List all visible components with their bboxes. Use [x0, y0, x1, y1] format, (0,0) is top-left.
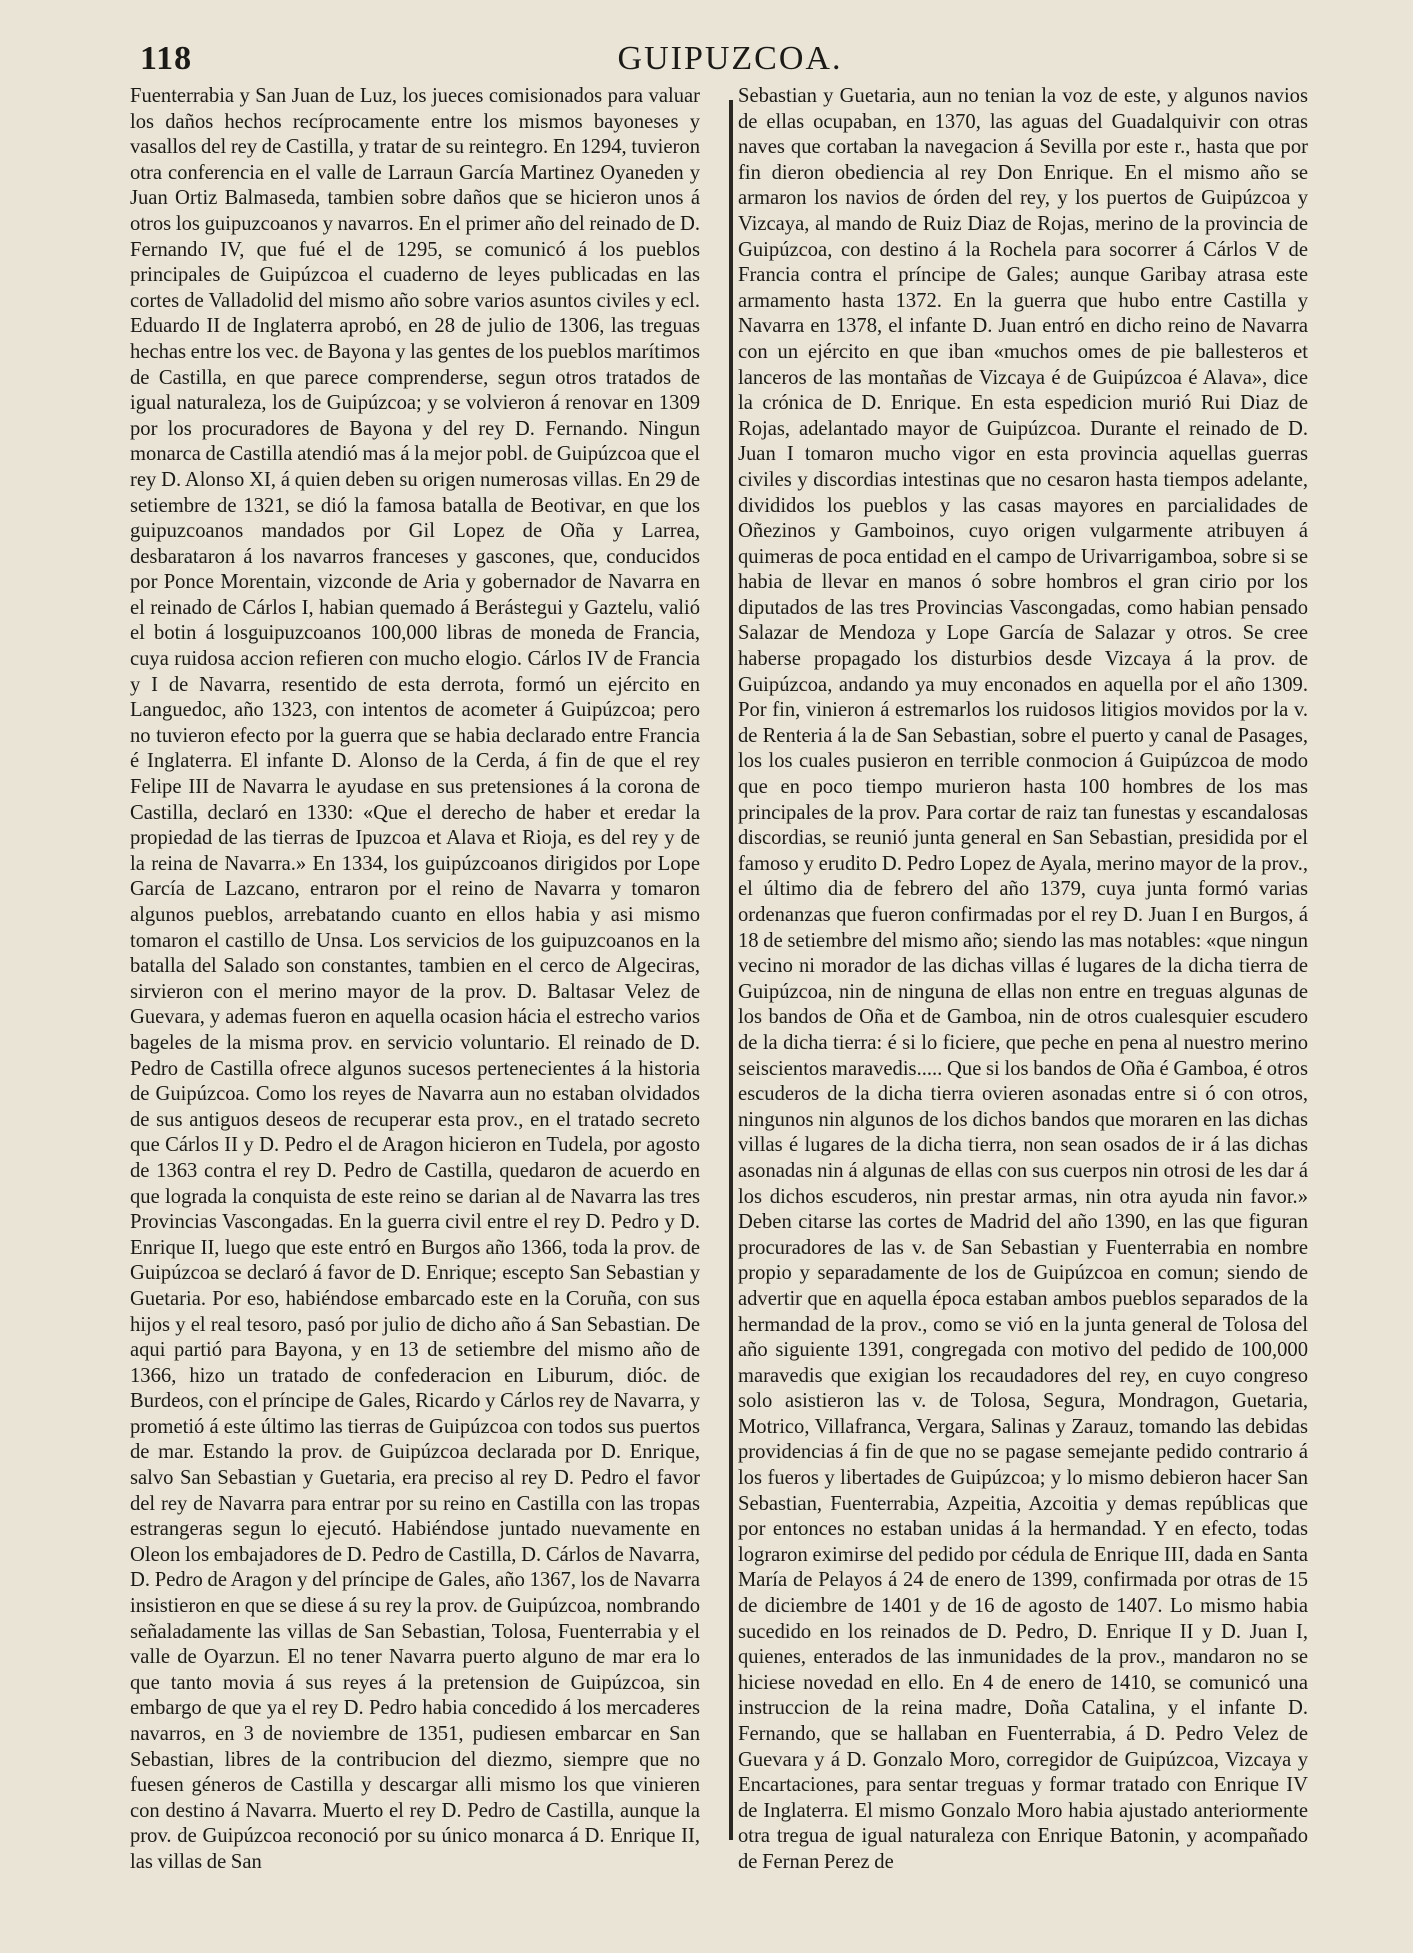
- left-column: [130, 84, 700, 1934]
- page-header: [140, 40, 1320, 86]
- column-divider: [729, 100, 733, 1840]
- page-number: 118: [140, 40, 193, 77]
- right-column-text: Sebastian y Guetaria, aun no tenian la voz de este, y algunos navios de ellas ocupaban, en 1370, las aguas del Guadalquivir con otras naves que cortaban la navegacion á Sevilla por este r., hasta que por fin dieron obediencia al rey Don Enrique. En el mismo año se armaron los navios de órden del rey, y los puertos de Guipúzcoa y Vizcaya, al mando de Ruiz Diaz de Rojas, merino de la provincia de Guipúzcoa, con destino á la Rochela para socorrer á Cárlos V de Francia contra el príncipe de Gales; aunque Garibay atrasa este armamento hasta 1372. En la guerra que hubo entre Castilla y Navarra en 1378, el infante D. Juan entró en dicho reino de Navarra con un ejército en que iban «muchos omes de pie ballesteros et lanceros de las montañas de Vizcaya é de Guipúzcoa é Alava», dice la crónica de D. Enrique. En esta espedicion murió Rui Diaz de Rojas, adelantado mayor de Guipúzcoa. Durante el reinado de D. Juan I tomaron mucho vigor en esta provincia aquellas guerras civiles y discordias intestinas que no cesaron hasta tiempos adelante, divididos los pueblos y las casas mayores en parcialidades de Oñezinos y Gamboinos, cuyo origen vulgarmente atribuyen á quimeras de poca entidad en el campo de Urivarrigamboa, sobre si se habia de llevar en manos ó sobre hombros el gran cirio por los diputados de las tres Provincias Vascongadas, como habian pensado Salazar de Mendoza y Lope García de Salazar y otros. Se cree haberse propagado los disturbios desde Vizcaya á la prov. de Guipúzcoa, andando ya muy enconados en aquella por el año 1309. Por fin, vinieron á estremarlos los ruidosos litigios movidos por la v. de Renteria á la de San Sebastian, sobre el puerto y canal de Pasages, los los cuales pusieron en terrible conmocion á Guipúzcoa de modo que en poco tiempo murieron hasta 100 hombres de los mas principales de la prov. Para cortar de raiz tan funestas y escandalosas discordias, se reunió junta general en San Sebastian, presidida por el famoso y erudito D. Pedro Lopez de Ayala, merino mayor de la prov., el último dia de febrero del año 1379, cuya junta formó varias ordenanzas que fueron confirmadas por el rey D. Juan I en Burgos, á 18 de setiembre del mismo año; siendo las mas notables: «que ningun vecino ni morador de las dichas villas é lugares de la dicha tierra de Guipúzcoa, nin de ninguna de ellas non entre en treguas algunas de los bandos de Oña et de Gamboa, nin de otros cualesquier escudero de la dicha tierra: é si lo ficiere, que peche en pena al nuestro merino seiscientos maravedis..... Que si los bandos de Oña é Gamboa, é otros escuderos de la dicha tierra ovieren asonadas entre si ó con otros, ningunos nin algunos de los dichos bandos que moraren en las dichas villas é lugares de la dicha tierra, non sean osados de ir á las dichas asonadas nin á algunas de ellas con sus cuerpos nin otrosi de les dar á los dichos escuderos, nin prestar armas, nin otra ayuda nin favor.» Deben citarse las cortes de Madrid del año 1390, en las que figuran procuradores de las v. de San Sebastian y Fuenterrabia en nombre propio y separadamente de los de Guipúzcoa en comun; siendo de advertir que en aquella época estaban ambos pueblos separados de la hermandad de la prov., como se vió en la junta general de Tolosa del año siguiente 1391, congregada con motivo del pedido de 100,000 maravedis que exigian los recaudadores del rey, en cuyo congreso solo asistieron las v. de Tolosa, Segura, Mondragon, Guetaria, Motrico, Villafranca, Vergara, Salinas y Zarauz, tomando las debidas providencias á fin de que no se pagase semejante pedido contrario á los fueros y libertades de Guipúzcoa; y lo mismo debieron hacer San Sebastian, Fuenterrabia, Azpeitia, Azcoitia y demas repúblicas que por entonces no estaban unidas á la hermandad. Y en efecto, todas lograron eximirse del pedido por cédula de Enrique III, dada en Santa María de Pelayos á 24 de enero de 1399, confirmada por otras de 15 de diciembre de 1401 y de 16 de agosto de 1407. Lo mismo habia sucedido en los reinados de D. Pedro, D. Enrique II y D. Juan I, quienes, enterados de las inmunidades de la prov., mandaron no se hiciese novedad en ello. En 4 de enero de 1410, se comunicó una instruccion de la reina madre, Doña Catalina, y el infante D. Fernando, que se hallaban en Fuenterrabia, á D. Pedro Velez de Guevara y á D. Gonzalo Moro, corregidor de Guipúzcoa, Vizcaya y Encartaciones, para sentar treguas y formar tratado con Enrique IV de Inglaterra. El mismo Gonzalo Moro habia ajustado anteriormente otra tregua de igual naturaleza con Enrique Batonin, y acompañado de Fernan Perez de: [738, 85, 1308, 1873]
- running-head: GUIPUZCOA.: [617, 40, 843, 77]
- right-column: [738, 84, 1308, 1934]
- left-column-text: Fuenterrabia y San Juan de Luz, los jueces comisionados para valuar los daños hechos recíprocamente entre los mismos bayoneses y vasallos del rey de Castilla, y tratar de su reintegro. En 1294, tuvieron otra conferencia en el valle de Larraun García Martinez Oyaneden y Juan Ortiz Balmaseda, tambien sobre daños que se hicieron unos á otros los guipuzcoanos y navarros. En el primer año del reinado de D. Fernando IV, que fué el de 1295, se comunicó á los pueblos principales de Guipúzcoa el cuaderno de leyes publicadas en las cortes de Valladolid del mismo año sobre varios asuntos civiles y ecl. Eduardo II de Inglaterra aprobó, en 28 de julio de 1306, las treguas hechas entre los vec. de Bayona y las gentes de los pueblos marítimos de Castilla, en que parece comprenderse, segun otros tratados de igual naturaleza, los de Guipúzcoa; y se volvieron á renovar en 1309 por los procuradores de Bayona y del rey D. Fernando. Ningun monarca de Castilla atendió mas á la mejor pobl. de Guipúzcoa que el rey D. Alonso XI, á quien deben su origen numerosas villas. En 29 de setiembre de 1321, se dió la famosa batalla de Beotivar, en que los guipuzcoanos mandados por Gil Lopez de Oña y Larrea, desbarataron á los navarros franceses y gascones, que, conducidos por Ponce Morentain, vizconde de Aria y gobernador de Navarra en el reinado de Cárlos I, habian quemado á Berástegui y Gaztelu, valió el botin á losguipuzcoanos 100,000 libras de moneda de Francia, cuya ruidosa accion refieren con mucho elogio. Cárlos IV de Francia y I de Navarra, resentido de esta derrota, formó un ejército en Languedoc, año 1323, con intentos de acometer á Guipúzcoa; pero no tuvieron efecto por la guerra que se habia declarado entre Francia é Inglaterra. El infante D. Alonso de la Cerda, á fin de que el rey Felipe III de Navarra le ayudase en sus pretensiones á la corona de Castilla, declaró en 1330: «Que el derecho de haber et eredar la propiedad de las tierras de Ipuzcoa et Alava et Rioja, es del rey y de la reina de Navarra.» En 1334, los guipúzcoanos dirigidos por Lope García de Lazcano, entraron por el reino de Navarra y tomaron algunos pueblos, arrebatando cuanto en ellos habia y asi mismo tomaron el castillo de Unsa. Los servicios de los guipuzcoanos en la batalla del Salado son constantes, tambien en el cerco de Algeciras, sirvieron con el merino mayor de la prov. D. Baltasar Velez de Guevara, y ademas fueron en aquella ocasion hácia el estrecho varios bageles de la misma prov. en servicio voluntario. El reinado de D. Pedro de Castilla ofrece algunos sucesos pertenecientes á la historia de Guipúzcoa. Como los reyes de Navarra aun no estaban olvidados de sus antiguos deseos de recuperar esta prov., en el tratado secreto que Cárlos II y D. Pedro el de Aragon hicieron en Tudela, por agosto de 1363 contra el rey D. Pedro de Castilla, quedaron de acuerdo en que lograda la conquista de este reino se darian al de Navarra las tres Provincias Vascongadas. En la guerra civil entre el rey D. Pedro y D. Enrique II, luego que este entró en Burgos año 1366, toda la prov. de Guipúzcoa se declaró á favor de D. Enrique; escepto San Sebastian y Guetaria. Por eso, habiéndose embarcado este en la Coruña, con sus hijos y el real tesoro, pasó por julio de dicho año á San Sebastian. De aqui partió para Bayona, y en 13 de setiembre del mismo año de 1366, hizo un tratado de confederacion en Liburum, dióc. de Burdeos, con el príncipe de Gales, Ricardo y Cárlos rey de Navarra, y prometió á este último las tierras de Guipúzcoa con todos sus puertos de mar. Estando la prov. de Guipúzcoa declarada por D. Enrique, salvo San Sebastian y Guetaria, era preciso al rey D. Pedro el favor del rey de Navarra para entrar por su reino en Castilla con las tropas estrangeras segun lo ejecutó. Habiéndose juntado nuevamente en Oleon los embajadores de D. Pedro de Castilla, D. Cárlos de Navarra, D. Pedro de Aragon y del príncipe de Gales, año 1367, los de Navarra insistieron en que se diese á su rey la prov. de Guipúzcoa, nombrando señaladamente las villas de San Sebastian, Tolosa, Fuenterrabia y el valle de Oyarzun. El no tener Navarra puerto alguno de mar era lo que tanto movia á sus reyes á la pretension de Guipúzcoa, sin embargo de que ya el rey D. Pedro habia concedido á los mercaderes navarros, en 3 de noviembre de 1351, pudiesen embarcar en San Sebastian, libres de la contribucion del diezmo, siempre que no fuesen géneros de Castilla y descargar alli mismo los que vinieren con destino á Navarra. Muerto el rey D. Pedro de Castilla, aunque la prov. de Guipúzcoa reconoció por su único monarca á D. Enrique II, las villas de San: [130, 85, 700, 1873]
